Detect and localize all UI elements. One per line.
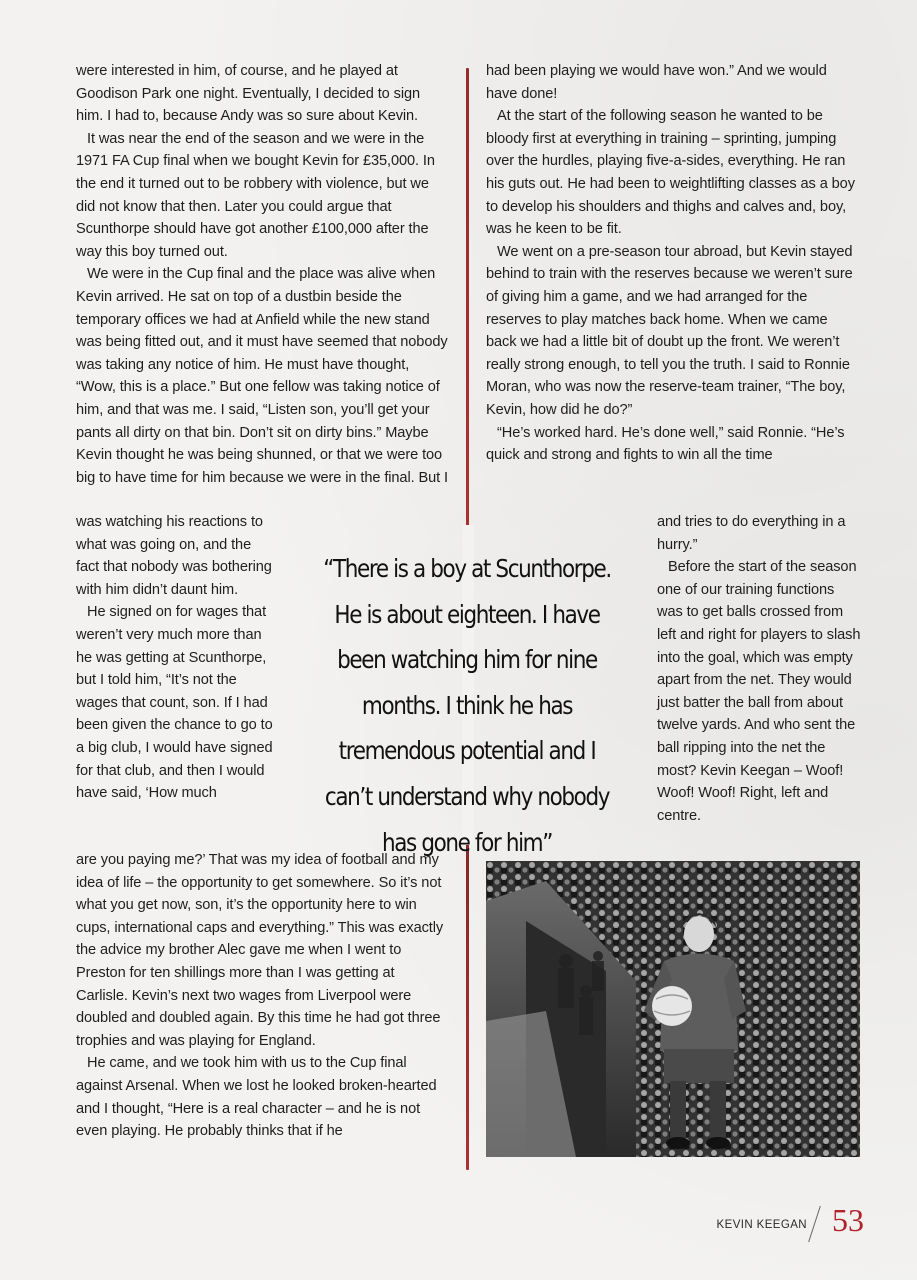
paragraph: was watching his reactions to what was going on, and the fact that nobody was bothering with him didn’t daunt him. bbox=[76, 514, 272, 598]
right-column-top bbox=[486, 60, 860, 467]
pull-quote: “There is a boy at Scunthorpe. He is about eighteen. I have been watching him for nine months. I think he has tremendous potential and I can’t understand why nobody has gone for him” bbox=[323, 554, 611, 857]
running-footer-title: KEVIN KEEGAN bbox=[716, 1219, 807, 1231]
paragraph: “He’s worked hard. He’s done well,” said Ronnie. “He’s quick and strong and fights to win all the time bbox=[486, 424, 845, 464]
left-column-top bbox=[76, 60, 448, 489]
paragraph: We were in the Cup final and the place was alive when Kevin arrived. He sat on top of a dustbin beside the temporary offices we had at Anfield while the new stand was being fitted out, and it must have seemed that nobody was taking any notice of him. He must have thought, “Wow, this is a place.” But one fellow was taking notice of him, and that was me. I said, “Listen son, you’ll get your pants all dirty on that bin. Don’t sit on dirty bins.” Maybe Kevin thought he was being shunned, or that we were too big to have time for him because we were in the final. But I bbox=[76, 266, 449, 486]
left-column-narrow bbox=[76, 511, 276, 805]
photo-player-walking-out bbox=[486, 861, 860, 1157]
paragraph: Before the start of the season one of our training functions was to get balls crossed from left and right for players to slash into the goal, which was empty apart from the net. They would just batter the ball from about twelve yards. And who sent the ball ripping into the net the most? Kevin Keegan – Woof! Woof! Woof! Right, left and centre. bbox=[657, 559, 861, 824]
paragraph: had been playing we would have won.” And we would have done! bbox=[486, 63, 827, 102]
paragraph: and tries to do everything in a hurry.” bbox=[657, 514, 846, 553]
left-column-bottom bbox=[76, 849, 448, 1143]
paragraph: He signed on for wages that weren’t very much more than he was getting at Scunthorpe, but I told him, “It’s not the wages that count, son. If I had been given the chance to go to a big club, I would have signed for that club, and then I would have said, ‘How much bbox=[76, 604, 273, 802]
paragraph: were interested in him, of course, and he played at Goodison Park one night. Eventually, I decided to sign him. I had to, because Andy was so sure about Kevin. bbox=[76, 63, 420, 125]
page-number: 53 bbox=[832, 1202, 864, 1238]
paragraph: We went on a pre-season tour abroad, but Kevin stayed behind to train with the reserves because we weren’t sure of giving him a game, and we had arranged for the reserves to play matches back home. When we came back we had a little bit of doubt up the front. We weren’t really strong enough, to tell you the truth. I said to Ronnie Moran, who was now the reserve-team trainer, “The boy, Kevin, how did he do?” bbox=[486, 243, 853, 418]
paragraph: He came, and we took him with us to the Cup final against Arsenal. When we lost he looked broken-hearted and I thought, “Here is a real character – and he is not even playing. He probably thinks that if he bbox=[76, 1055, 437, 1140]
photo-illustration bbox=[486, 861, 860, 1157]
paragraph: It was near the end of the season and we were in the 1971 FA Cup final when we bought Kevin for £35,000. In the end it turned out to be robbery with violence, but we did not know that then. Later you could argue that Scunthorpe should have got another £100,000 after the way this boy turned out. bbox=[76, 130, 435, 260]
paragraph: are you paying me?’ That was my idea of football and my idea of life – the opportunity to get somewhere. So it’s not what you get now, son, it’s the opportunity here to win cups, international caps and everything.” This was exactly the advice my brother Alec gave me when I went to Preston for ten shillings more than I was getting at Carlisle. Kevin’s next two wages from Liverpool were doubled and doubled again. By this time he had got three trophies and was playing for England. bbox=[76, 852, 444, 1049]
right-column-narrow bbox=[657, 511, 862, 827]
paragraph: At the start of the following season he wanted to be bloody first at everything in training – sprinting, jumping over the hurdles, playing five-a-sides, everything. He ran his guts out. He had been to weightlifting classes as a boy to develop his shoulders and thighs and calves and, boy, was he keen to be fit. bbox=[486, 108, 855, 238]
